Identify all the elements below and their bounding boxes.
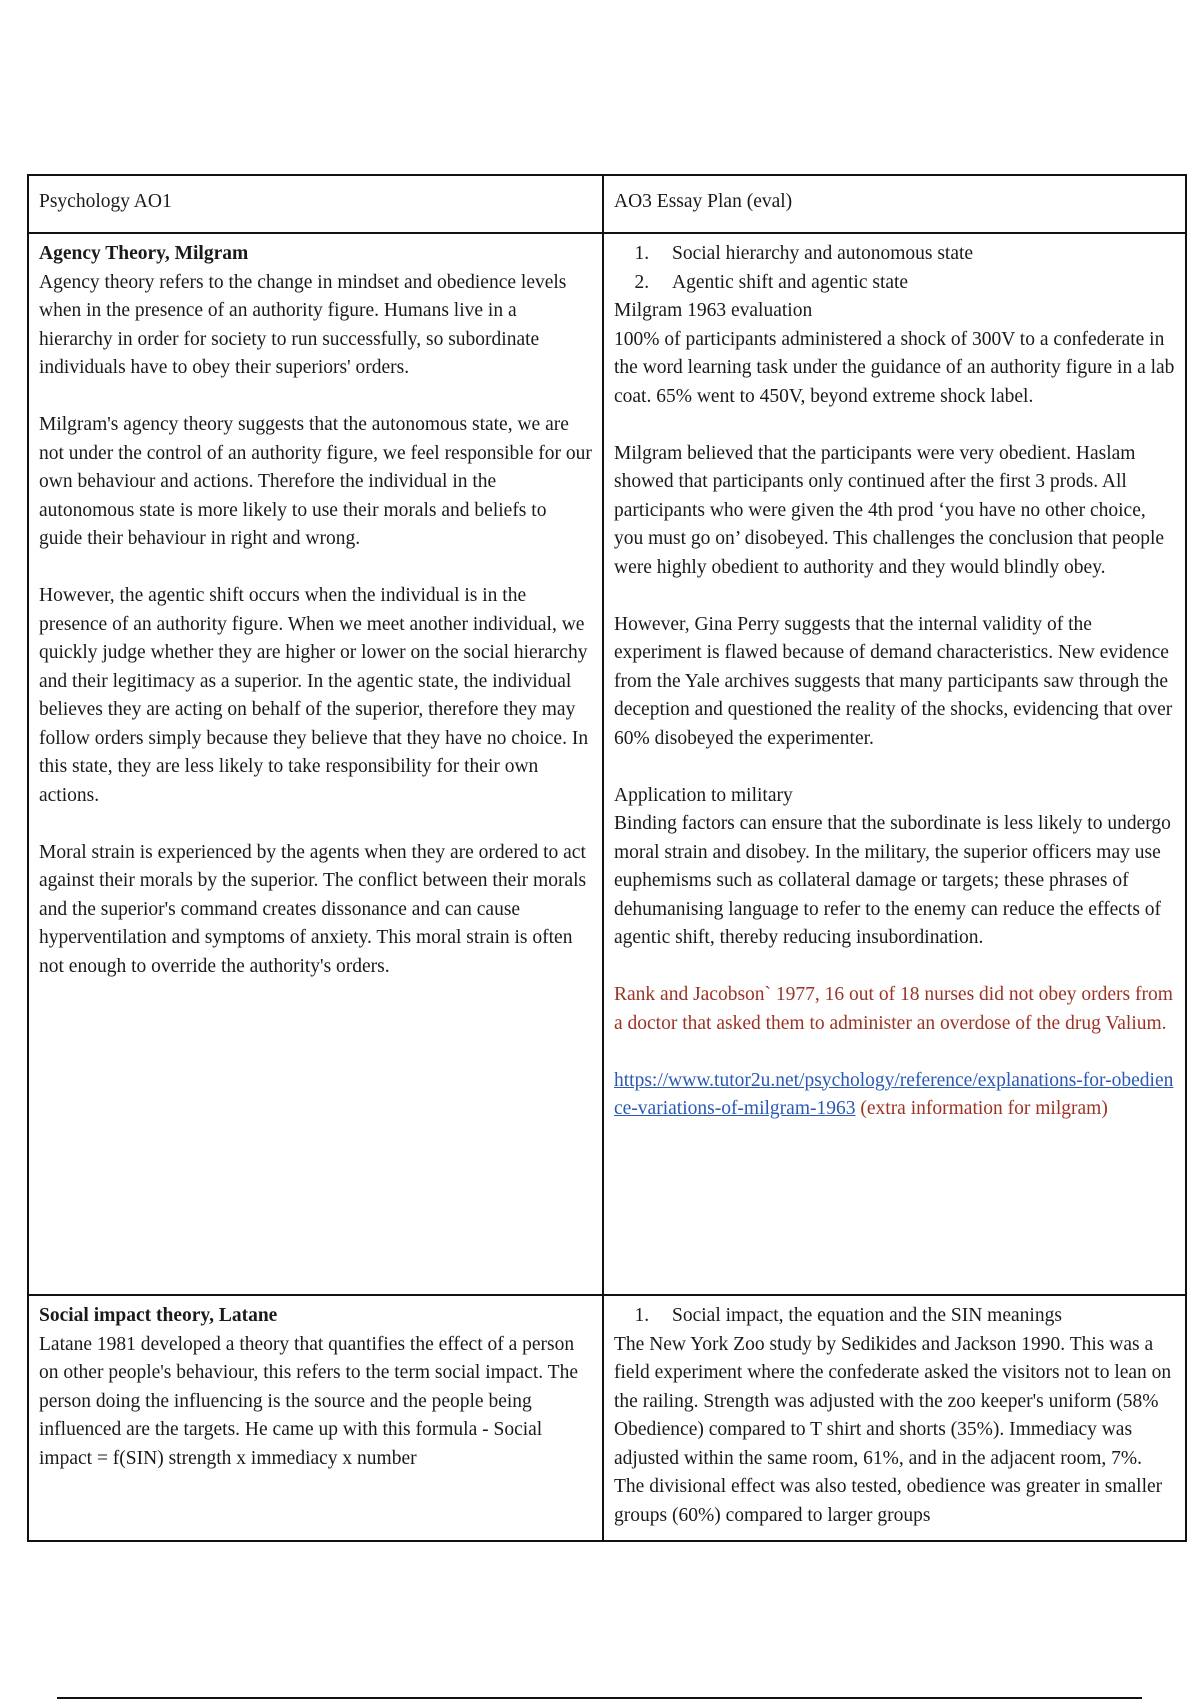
social-eval-list-item-1: 1. Social impact, the equation and the SIN meanings (654, 1302, 1175, 1331)
military-application-paragraph: Binding factors can ensure that the subordinate is less likely to undergo moral strain and disobey. In the military, the superior officers may use euphemisms such as collateral damage or targets; these phrases of dehumanising language to refer to the enemy can reduce the effects of agentic shift, thereby reducing insubordination. (614, 813, 1171, 948)
bottom-divider (57, 1697, 1142, 1699)
milgram-eval-paragraph-3: However, Gina Perry suggests that the internal validity of the experiment is flawed because of demand characteristics. New evidence from the Yale archives suggests that many participants saw through the deception and questioned the reality of the shocks, evidencing that over 60% disobeyed the experimenter. (614, 613, 1173, 749)
milgram-eval-paragraph-2: Milgram believed that the participants were very obedient. Haslam showed that participants only continued after the first 3 prods. All participants who were given the 4th prod ‘you have no other choice, you must go on’ disobeyed. This challenges the conclusion that people were highly obedient to authority and they would blindly obey. (614, 442, 1165, 578)
milgram-eval-paragraph-1: 100% of participants administered a shock of 300V to a confederate in the word learning task under the guidance of an authority figure in a lab coat. 65% went to 450V, beyond extreme shock label. (614, 328, 1175, 407)
agency-eval-list-item-2: 2. Agentic shift and agentic state (654, 269, 1175, 298)
social-impact-evaluation-cell (603, 1295, 1186, 1541)
social-eval-list (614, 1302, 1175, 1331)
agency-eval-list (614, 240, 1175, 297)
agency-paragraph-2: Milgram's agency theory suggests that the autonomous state, we are not under the control of an authority figure, we feel responsible for our own behaviour and actions. Therefore the individual in the autonomous state is more likely to use their morals and beliefs to guide their behaviour in right and wrong. (39, 414, 592, 549)
agency-eval-list-item-1: 1. Social hierarchy and autonomous state (654, 240, 1175, 269)
notes-table (27, 174, 1187, 1542)
agency-paragraph-4: Moral strain is experienced by the agents when they are ordered to act against their morals by the superior. The conflict between their morals and the superior's command creates dissonance and can cause hyperventilation and symptoms of anxiety. This moral strain is often not enough to override the authority's orders. (39, 841, 587, 977)
agency-evaluation-cell (603, 233, 1186, 1295)
rank-jacobson-paragraph: Rank and Jacobson` 1977, 16 out of 18 nurses did not obey orders from a doctor that asked them to administer an overdose of the drug Valium. (614, 984, 1173, 1034)
header-ao1: Psychology AO1 (28, 175, 603, 233)
agency-theory-title: Agency Theory, Milgram (39, 243, 249, 264)
link-note: (extra information for milgram) (855, 1098, 1108, 1119)
social-impact-title: Social impact theory, Latane (39, 1305, 278, 1326)
milgram-eval-subheading: Milgram 1963 evaluation (614, 300, 813, 321)
social-impact-paragraph: Latane 1981 developed a theory that quantifies the effect of a person on other people's behaviour, this refers to the term social impact. The person doing the influencing is the source and the people being influenced are the targets. He came up with this formula - Social impact = f(SIN) strength x immediacy x number (39, 1333, 579, 1469)
tutor2u-link[interactable]: https://www.tutor2u.net/psychology/reference/explanations-for-obedience-variations-of-milgram-1963 (614, 1069, 1174, 1119)
extra-info-paragraph (614, 1067, 1175, 1124)
agency-theory-cell (28, 233, 603, 1295)
agency-paragraph-3: However, the agentic shift occurs when the individual is in the presence of an authority figure. When we meet another individual, we quickly judge whether they are higher or lower on the social hierarchy and their legitimacy as a superior. In the agentic state, the individual believes they are acting on behalf of the superior, therefore they may follow orders simply because they believe that they have no choice. In this state, they are less likely to take responsibility for their own actions. (39, 585, 589, 806)
header-ao3: AO3 Essay Plan (eval) (603, 175, 1186, 233)
social-impact-cell (28, 1295, 603, 1541)
agency-row (28, 233, 1186, 1295)
zoo-study-paragraph: The New York Zoo study by Sedikides and Jackson 1990. This was a field experiment where the confederate asked the visitors not to lean on the railing. Strength was adjusted with the zoo keeper's uniform (58% Obedience) compared to T shirt and shorts (35%). Immediacy was adjusted within the same room, 61%, and in the adjacent room, 7%. The divisional effect was also tested, obedience was greater in smaller groups (60%) compared to larger groups (614, 1333, 1172, 1526)
agency-paragraph-1: Agency theory refers to the change in mindset and obedience levels when in the presence of an authority figure. Humans live in a hierarchy in order for society to run successfully, so subordinate individuals have to obey their superiors' orders. (39, 271, 567, 378)
header-row (28, 175, 1186, 233)
social-impact-row (28, 1295, 1186, 1541)
military-application-title: Application to military (614, 784, 793, 806)
